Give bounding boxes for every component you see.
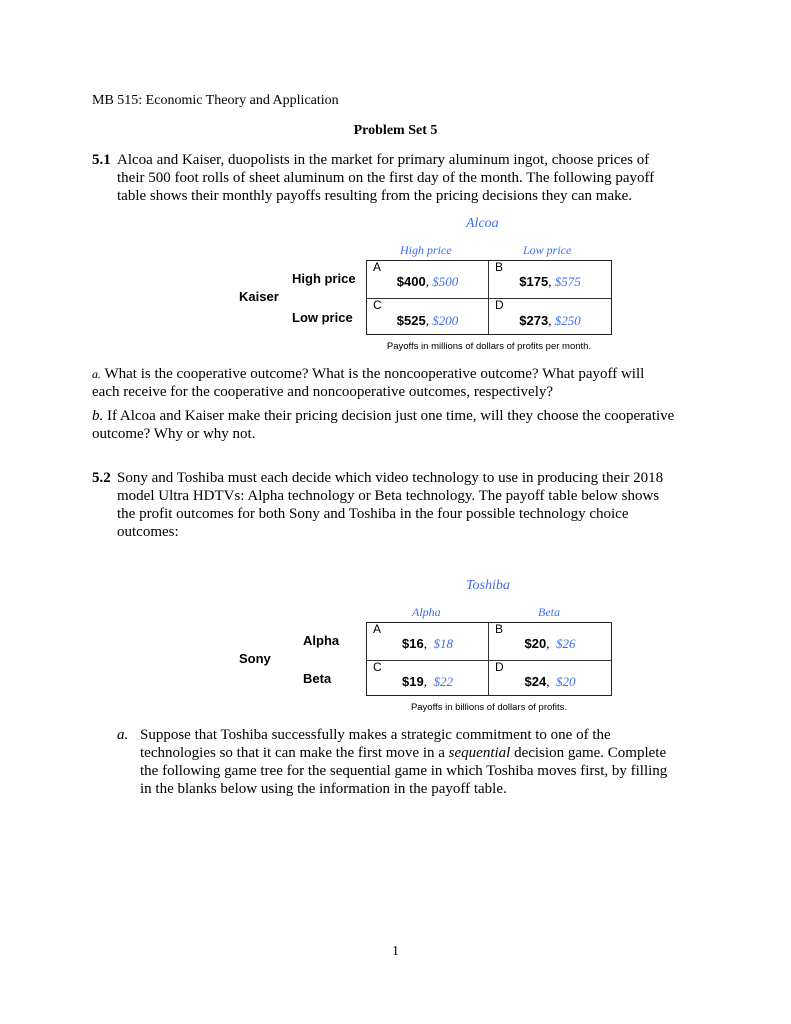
cell-label: B: [495, 622, 504, 636]
text-line: model Ultra HDTVs: Alpha technology or Beta technology. The payoff table below shows: [117, 488, 660, 504]
cell-label: A: [373, 622, 382, 636]
text-line: Sony and Toshiba must each decide which video technology to use in producing their 2018: [117, 470, 664, 486]
course-header: MB 515: Economic Theory and Application: [92, 93, 339, 108]
row-payoff: $400: [396, 274, 426, 289]
row-payoff: $273: [519, 313, 549, 328]
column-player: Toshiba: [466, 578, 510, 593]
column-player: Alcoa: [466, 216, 499, 231]
column-payoff: $26: [555, 636, 576, 651]
column-header: Alpha: [412, 605, 441, 619]
payoff-cell: A $400, $500: [367, 261, 489, 299]
cell-label: D: [495, 298, 504, 312]
row-header: Alpha: [303, 633, 340, 648]
row-payoff: $16: [402, 636, 424, 651]
column-header: Low price: [523, 243, 572, 257]
row-player: Kaiser: [239, 289, 279, 304]
text-line: each receive for the cooperative and noncooperative outcomes, respectively?: [92, 384, 554, 400]
row-payoff: $175: [519, 274, 549, 289]
column-payoff: $500: [432, 274, 459, 289]
question-marker: a.: [117, 727, 129, 743]
text-line: their 500 foot rolls of sheet aluminum on the first day of the month. The following payoff: [117, 170, 655, 186]
column-payoff: $575: [554, 274, 581, 289]
table-caption: Payoffs in billions of dollars of profits.: [410, 702, 568, 713]
page-number: 1: [392, 944, 399, 959]
row-payoff: $19: [402, 674, 424, 689]
row-payoff: $525: [396, 313, 426, 328]
text-line: If Alcoa and Kaiser make their pricing decision just one time, will they choose the cooperative: [107, 408, 675, 424]
table-caption: Payoffs in millions of dollars of profits per month.: [386, 341, 592, 352]
column-payoff: $20: [555, 674, 576, 689]
payoff-cell: B $175, $575: [489, 261, 611, 299]
cell-label: A: [373, 260, 382, 274]
row-player: Sony: [239, 651, 271, 666]
page-title: Problem Set 5: [353, 123, 438, 138]
payoff-cell: D $273, $250: [495, 298, 581, 328]
cell-label: C: [373, 660, 382, 674]
problem-number: 5.2: [92, 470, 111, 486]
row-header: Low price: [292, 310, 353, 325]
text-span: technologies so that it can make the first move in a: [140, 745, 449, 761]
column-header: High price: [400, 243, 452, 257]
text-line: outcomes:: [117, 524, 179, 540]
text-line: Alcoa and Kaiser, duopolists in the market for primary aluminum ingot, choose prices of: [117, 152, 650, 168]
payoff-cell: D $24, $20: [495, 660, 576, 689]
column-payoff: $18: [433, 636, 453, 651]
text-line: outcome? Why or why not.: [92, 426, 256, 442]
text-line: in the blanks below using the information in the payoff table.: [140, 781, 507, 797]
cell-label: D: [495, 660, 504, 674]
text-line: Suppose that Toshiba successfully makes a strategic commitment to one of the: [140, 727, 611, 743]
payoff-table: [366, 260, 612, 335]
text-line: What is the cooperative outcome? What is the noncooperative outcome? What payoff will: [104, 366, 645, 382]
row-header: Beta: [303, 671, 332, 686]
payoff-table: [366, 622, 612, 696]
column-payoff: $22: [433, 674, 453, 689]
question-marker: a.: [92, 367, 101, 381]
payoff-cell: C $525, $200: [367, 299, 489, 334]
cell-label: B: [495, 260, 504, 274]
text-line: table shows their monthly payoffs resulting from the pricing decisions they can make.: [117, 188, 633, 204]
row-payoff: $20: [524, 636, 547, 651]
emphasis-text: sequential: [448, 745, 511, 761]
payoff-cell: C $19, $22: [367, 661, 489, 695]
payoff-cell: A $16, $18: [367, 623, 489, 661]
column-payoff: $250: [554, 313, 581, 328]
text-line: the following game tree for the sequential game in which Toshiba moves first, by filling: [140, 763, 668, 779]
text-span: decision game. Complete: [510, 745, 667, 761]
question-marker: b.: [92, 408, 104, 424]
text-line: the profit outcomes for both Sony and Toshiba in the four possible technology choice: [117, 506, 629, 522]
text-line: [140, 744, 666, 762]
payoff-cell: B $20, $26: [489, 623, 611, 661]
column-payoff: $200: [432, 313, 459, 328]
column-header: Beta: [538, 605, 560, 619]
cell-label: C: [373, 298, 382, 312]
row-header: High price: [292, 271, 356, 286]
problem-number: 5.1: [92, 152, 111, 168]
row-payoff: $24: [524, 674, 547, 689]
